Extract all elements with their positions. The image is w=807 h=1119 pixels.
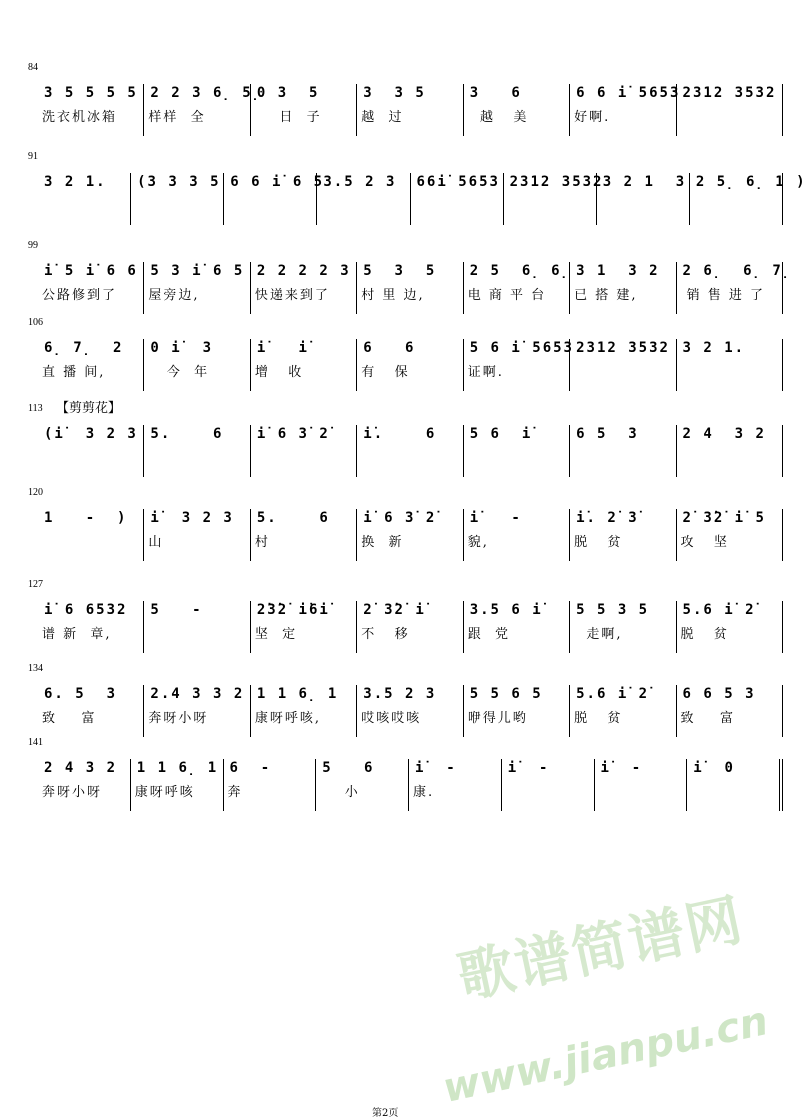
measure [357,685,463,737]
measure-notes: 1 1 6̣ 1 [256,686,339,702]
measure-lyrics: 村 [254,535,270,550]
measure [251,685,357,737]
measure-notes: i̇ i̇ [256,340,309,356]
measure-lyrics: 已 搭 建, [574,288,638,303]
measure-notes: 2312 3532 [682,85,777,101]
measure-lyrics: 脱 贫 [574,535,623,550]
measure-notes: 6 6 i̇ 6 5 [230,174,325,190]
measure-row [38,601,783,653]
measure [411,173,504,225]
measure-notes: i̇ 0 [693,760,735,776]
measure-notes: 0 i̇ 3 [150,340,213,356]
measure [316,759,409,811]
measure-notes: (3 3 3 5 [137,174,221,190]
measure [570,601,676,653]
measure-lyrics: 走啊, [574,627,623,642]
measure-notes: 2 2 3 6̣ 5̣ [150,85,262,101]
measure-notes: 3 2 1. [44,174,107,190]
measure-notes: 3.5 2 3 [363,686,437,702]
measure-notes: 2̇ 3̇2̇ i̇ [363,602,426,618]
measure [144,339,250,391]
measure-lyrics: 日 子 [254,110,322,125]
measure-row [38,262,792,314]
measure [224,173,325,225]
measure-notes: 5. 6 [150,426,224,442]
measure [570,425,676,477]
measure-lyrics: 奔呀小呀 [148,711,209,726]
measure [677,509,783,561]
measure-row [38,339,783,391]
measure-notes: 2̇ 3̇2̇ i̇ 5 [682,510,766,526]
measure-lyrics: 有 保 [361,365,410,380]
measure [38,509,144,561]
measure [409,759,502,811]
measure [144,685,250,737]
measure-lyrics: 谱 新 章, [42,627,112,642]
measure-notes: i̇. 6 [363,426,437,442]
measure-notes: 2 6̣ 6̣ 7̣ [682,263,792,279]
measure [38,601,144,653]
measure-lyrics: 公路修到了 [42,288,118,303]
measure-notes: 5 5 3 5 [576,602,650,618]
measure [464,262,570,314]
measure-lyrics: 康. [413,785,435,800]
measure-lyrics: 证啊. [467,365,504,380]
measure [677,601,783,653]
measure [464,509,570,561]
measure [357,84,463,136]
measure-lyrics: 貌, [467,535,489,550]
measure-notes: 2 4 3 2 [682,426,766,442]
measure [38,173,131,225]
measure-lyrics: 脱 贫 [680,627,729,642]
measure-notes: 5 - [150,602,203,618]
measure-lyrics: 康呀呼咳, [254,711,321,726]
measure-notes: i̇ - [469,510,522,526]
measure [464,685,570,737]
measure-notes: 66i̇ 5653 [416,174,500,190]
measure-lyrics: 增 收 [254,365,304,380]
measure [464,339,574,391]
measure [464,601,570,653]
measure-lyrics: 脱 贫 [574,711,623,726]
measure [357,509,463,561]
measure [251,262,357,314]
measure-lyrics: 致 富 [680,711,736,726]
measure [38,84,144,136]
measure [144,84,262,136]
measure-lyrics: 电 商 平 台 [467,288,547,303]
measure [251,84,357,136]
measure [595,759,688,811]
measure-number: 91 [28,151,38,162]
measure-notes: 2 2 2 2 3 [256,263,351,279]
measure-notes: 3 6 [469,85,522,101]
measure-notes: i̇. 2̇ 3̇ [576,510,639,526]
measure-notes: i̇ - [507,760,550,776]
measure [504,173,604,225]
measure [597,173,690,225]
measure [251,601,357,653]
measure-notes: 3 5 5 5 5 [44,85,138,101]
measure-lyrics: 康呀呼咳 [134,785,195,800]
measure [131,759,224,811]
measure-number: 106 [28,317,43,328]
measure [570,84,681,136]
measure-lyrics: 换 新 [361,535,404,550]
measure-number: 113 [28,403,43,414]
measure-notes: 5. 6 [256,510,330,526]
page-number: 第2页 [372,1108,399,1119]
watermark-logo: 歌谱简谱网 [452,887,750,1012]
measure-lyrics: 小 [320,785,360,800]
measure-row [38,84,783,136]
measure-notes: 2312 3532 [509,174,604,190]
measure-notes: 6. 5 3 [44,686,118,702]
measure-notes: 3 2 1. [682,340,746,356]
measure-notes: 6̣ 7̣ 2 [44,340,124,356]
measure-lyrics: 销 售 进 了 [680,288,766,303]
measure-lyrics: 坚 定 [254,627,298,642]
measure-notes: i̇ - [415,760,457,776]
measure [357,601,463,653]
measure [690,173,807,225]
measure-notes: 3.5 6 i̇ [469,602,543,618]
measure-notes: i̇ 6 3̇ 2̇ [256,426,330,442]
measure-notes: 3 1 3 2 [576,263,660,279]
measure-lyrics: 咿得儿哟 [467,711,528,726]
measure-notes: 5.6 i̇ 2̇ [682,602,756,618]
measure-notes: 5.6 i̇ 2̇ [576,686,650,702]
measure-row [38,509,783,561]
measure-notes: i̇ 6 3̇ 2̇ [363,510,437,526]
measure-lyrics: 样样 全 [148,110,206,125]
measure-lyrics: 奔呀小呀 [42,785,103,800]
measure-notes: 2.4 3 3 2 [150,686,245,702]
measure-notes: 5 6 i̇ [469,426,533,442]
measure-lyrics: 村 里 边, [361,288,425,303]
measure-notes: 2 5 6̣ 6̣ [469,263,570,279]
measure-number: 99 [28,240,38,251]
measure [687,759,783,811]
measure-notes: i̇ 3 2 3 [150,510,234,526]
measure-notes: 1 1 6̣ 1 [136,760,219,776]
measure [224,759,317,811]
measure [251,339,357,391]
measure-notes: 2 4 3 2 [44,760,118,776]
measure-row [38,173,807,225]
measure-notes: 2̇3̇2̇ i̇6i̇ [256,602,330,618]
measure-notes: 2312 3532 [576,340,670,356]
measure [317,173,410,225]
measure [144,262,250,314]
measure [251,425,357,477]
measure-lyrics: 好啊. [574,110,611,125]
measure [502,759,595,811]
measure-notes: 5 6 i̇ 5653 [469,340,574,356]
measure-notes: 0 3 5 [256,85,320,101]
measure-lyrics: 哎咳哎咳 [361,711,422,726]
measure [570,339,676,391]
measure [570,262,676,314]
measure [677,84,783,136]
measure-lyrics: 越 美 [467,110,529,125]
measure-row [38,685,783,737]
measure-number: 134 [28,663,43,674]
measure-notes: 2 5̣ 6̣ 1 ) [695,174,807,190]
measure [144,425,250,477]
measure [677,339,783,391]
measure [357,425,463,477]
measure-row [38,425,783,477]
measure [357,262,463,314]
measure [38,262,144,314]
measure-notes: 5 6 [322,760,375,776]
measure-notes: i̇ 6 6532 [44,602,128,618]
measure-lyrics: 直 播 间, [42,365,106,380]
measure-lyrics: 跟 党 [467,627,510,642]
measure [38,685,144,737]
measure [131,173,224,225]
measure-notes: i̇ - [600,760,643,776]
measure-notes: 5 3 5 [363,263,437,279]
measure-notes: 1 - ) [44,510,128,526]
measure-notes: 6 6 i̇ 5653 [576,85,681,101]
section-label: 【剪剪花】 [56,401,122,416]
measure [677,262,792,314]
measure-notes: 3.5 2 3 [323,174,397,190]
measure-number: 120 [28,487,43,498]
measure-notes: 3 3 5 [363,85,426,101]
measure-lyrics: 攻 坚 [680,535,729,550]
measure-lyrics: 屋旁边, [148,288,200,303]
measure-number: 141 [28,737,43,748]
measure [357,339,463,391]
measure-lyrics: 今 年 [148,365,210,380]
measure [38,425,144,477]
measure-lyrics: 越 过 [361,110,404,125]
measure-lyrics: 洗衣机冰箱 [42,110,118,125]
measure [38,339,144,391]
measure-notes: 5 3 i̇ 6 5 [150,263,245,279]
watermark-url: www.jianpu.cn [438,998,773,1112]
measure-number: 127 [28,579,43,590]
measure [251,509,357,561]
measure-notes: 5 5 6 5 [469,686,543,702]
measure-notes: (i̇ 3 2 3 [44,426,138,442]
measure [144,601,250,653]
measure-row [38,759,783,811]
measure [570,685,676,737]
measure-notes: 6 6 [363,340,416,356]
measure [38,759,131,811]
measure-lyrics: 不 移 [361,627,410,642]
measure-lyrics: 山 [148,535,164,550]
measure-notes: i̇ 5 i̇ 6 6 [44,263,138,279]
measure-notes: 6 5 3 [576,426,639,442]
measure [464,425,570,477]
measure-notes: 6 - [229,760,272,776]
measure-lyrics: 快递来到了 [254,288,330,303]
measure-notes: 6 6 5 3 [682,686,756,702]
measure [464,84,570,136]
measure-lyrics: 奔 [227,785,243,800]
measure-lyrics: 致 富 [42,711,97,726]
measure [677,425,783,477]
measure [570,509,676,561]
measure-notes: 3 2 1 3 [602,174,687,190]
measure [677,685,783,737]
measure-number: 84 [28,62,38,73]
measure [144,509,250,561]
